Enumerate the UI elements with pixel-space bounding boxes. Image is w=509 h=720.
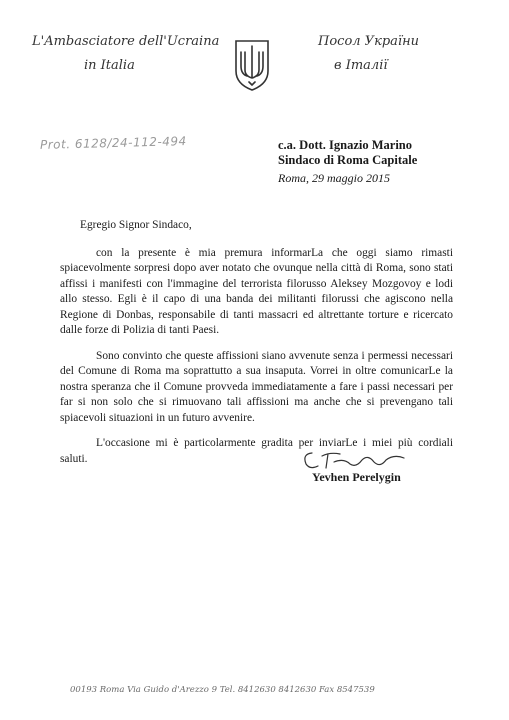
letterhead-ukrainian-line1: Посол України [318, 34, 420, 49]
ukraine-trident-emblem-icon [232, 38, 272, 92]
recipient-name: c.a. Dott. Ignazio Marino [278, 138, 413, 152]
signer-name: Yevhen Perelygin [312, 470, 401, 484]
letterhead-italian-line1: L'Ambasciatore dell'Ucraina [32, 34, 220, 49]
recipient-block [278, 138, 498, 186]
letterhead-ukrainian [318, 30, 458, 78]
letterhead-ukrainian-line2: в Італії [334, 58, 388, 73]
paragraph-2: Sono convinto che queste affissioni siano avvenute senza i permessi necessari del Comune di Roma ma soprattutto a sua insaputa. Vorrei in oltre comunicarLe la nostra speranza che il Comune provveda immediatamente a fare i passi necessari per far si non solo che si rimuovano tali affissioni ma anche che si prevengano tali spiacevoli situazioni in un futuro avvenire. [60, 349, 453, 424]
letterhead-italian [32, 30, 222, 78]
protocol-stamp: Prot. 6128/24-112-494 [39, 134, 187, 152]
letter-body [60, 218, 453, 477]
recipient-title: Sindaco di Roma Capitale [278, 153, 418, 167]
letter-date: Roma, 29 maggio 2015 [278, 171, 390, 185]
letterhead-italian-line2: in Italia [84, 58, 135, 73]
closing: L'occasione mi è particolarmente gradita per inviarLe i miei più cordiali saluti. [60, 437, 453, 465]
salutation: Egregio Signor Sindaco, [80, 219, 192, 231]
paragraph-1: con la presente è mia premura informarLa che oggi siamo rimasti spiacevolmente sorpresi dopo aver notato che ovunque nella città di Roma, sono stati affissi i manifesti con l'immagine del terrorista filorusso Aleksey Mozgovoy e lodi allo stesso. Egli è il capo di una banda dei militanti filorussi che agiscono nella Regione di Donbas, responsabile di tanti massacri ed altrettante torture e ricercato dalle forze di Polizia di tanti Paesi. [60, 246, 453, 336]
footer-address: 00193 Roma Via Guido d'Arezzo 9 Tel. 8412630 8412630 Fax 8547539 [70, 685, 375, 695]
